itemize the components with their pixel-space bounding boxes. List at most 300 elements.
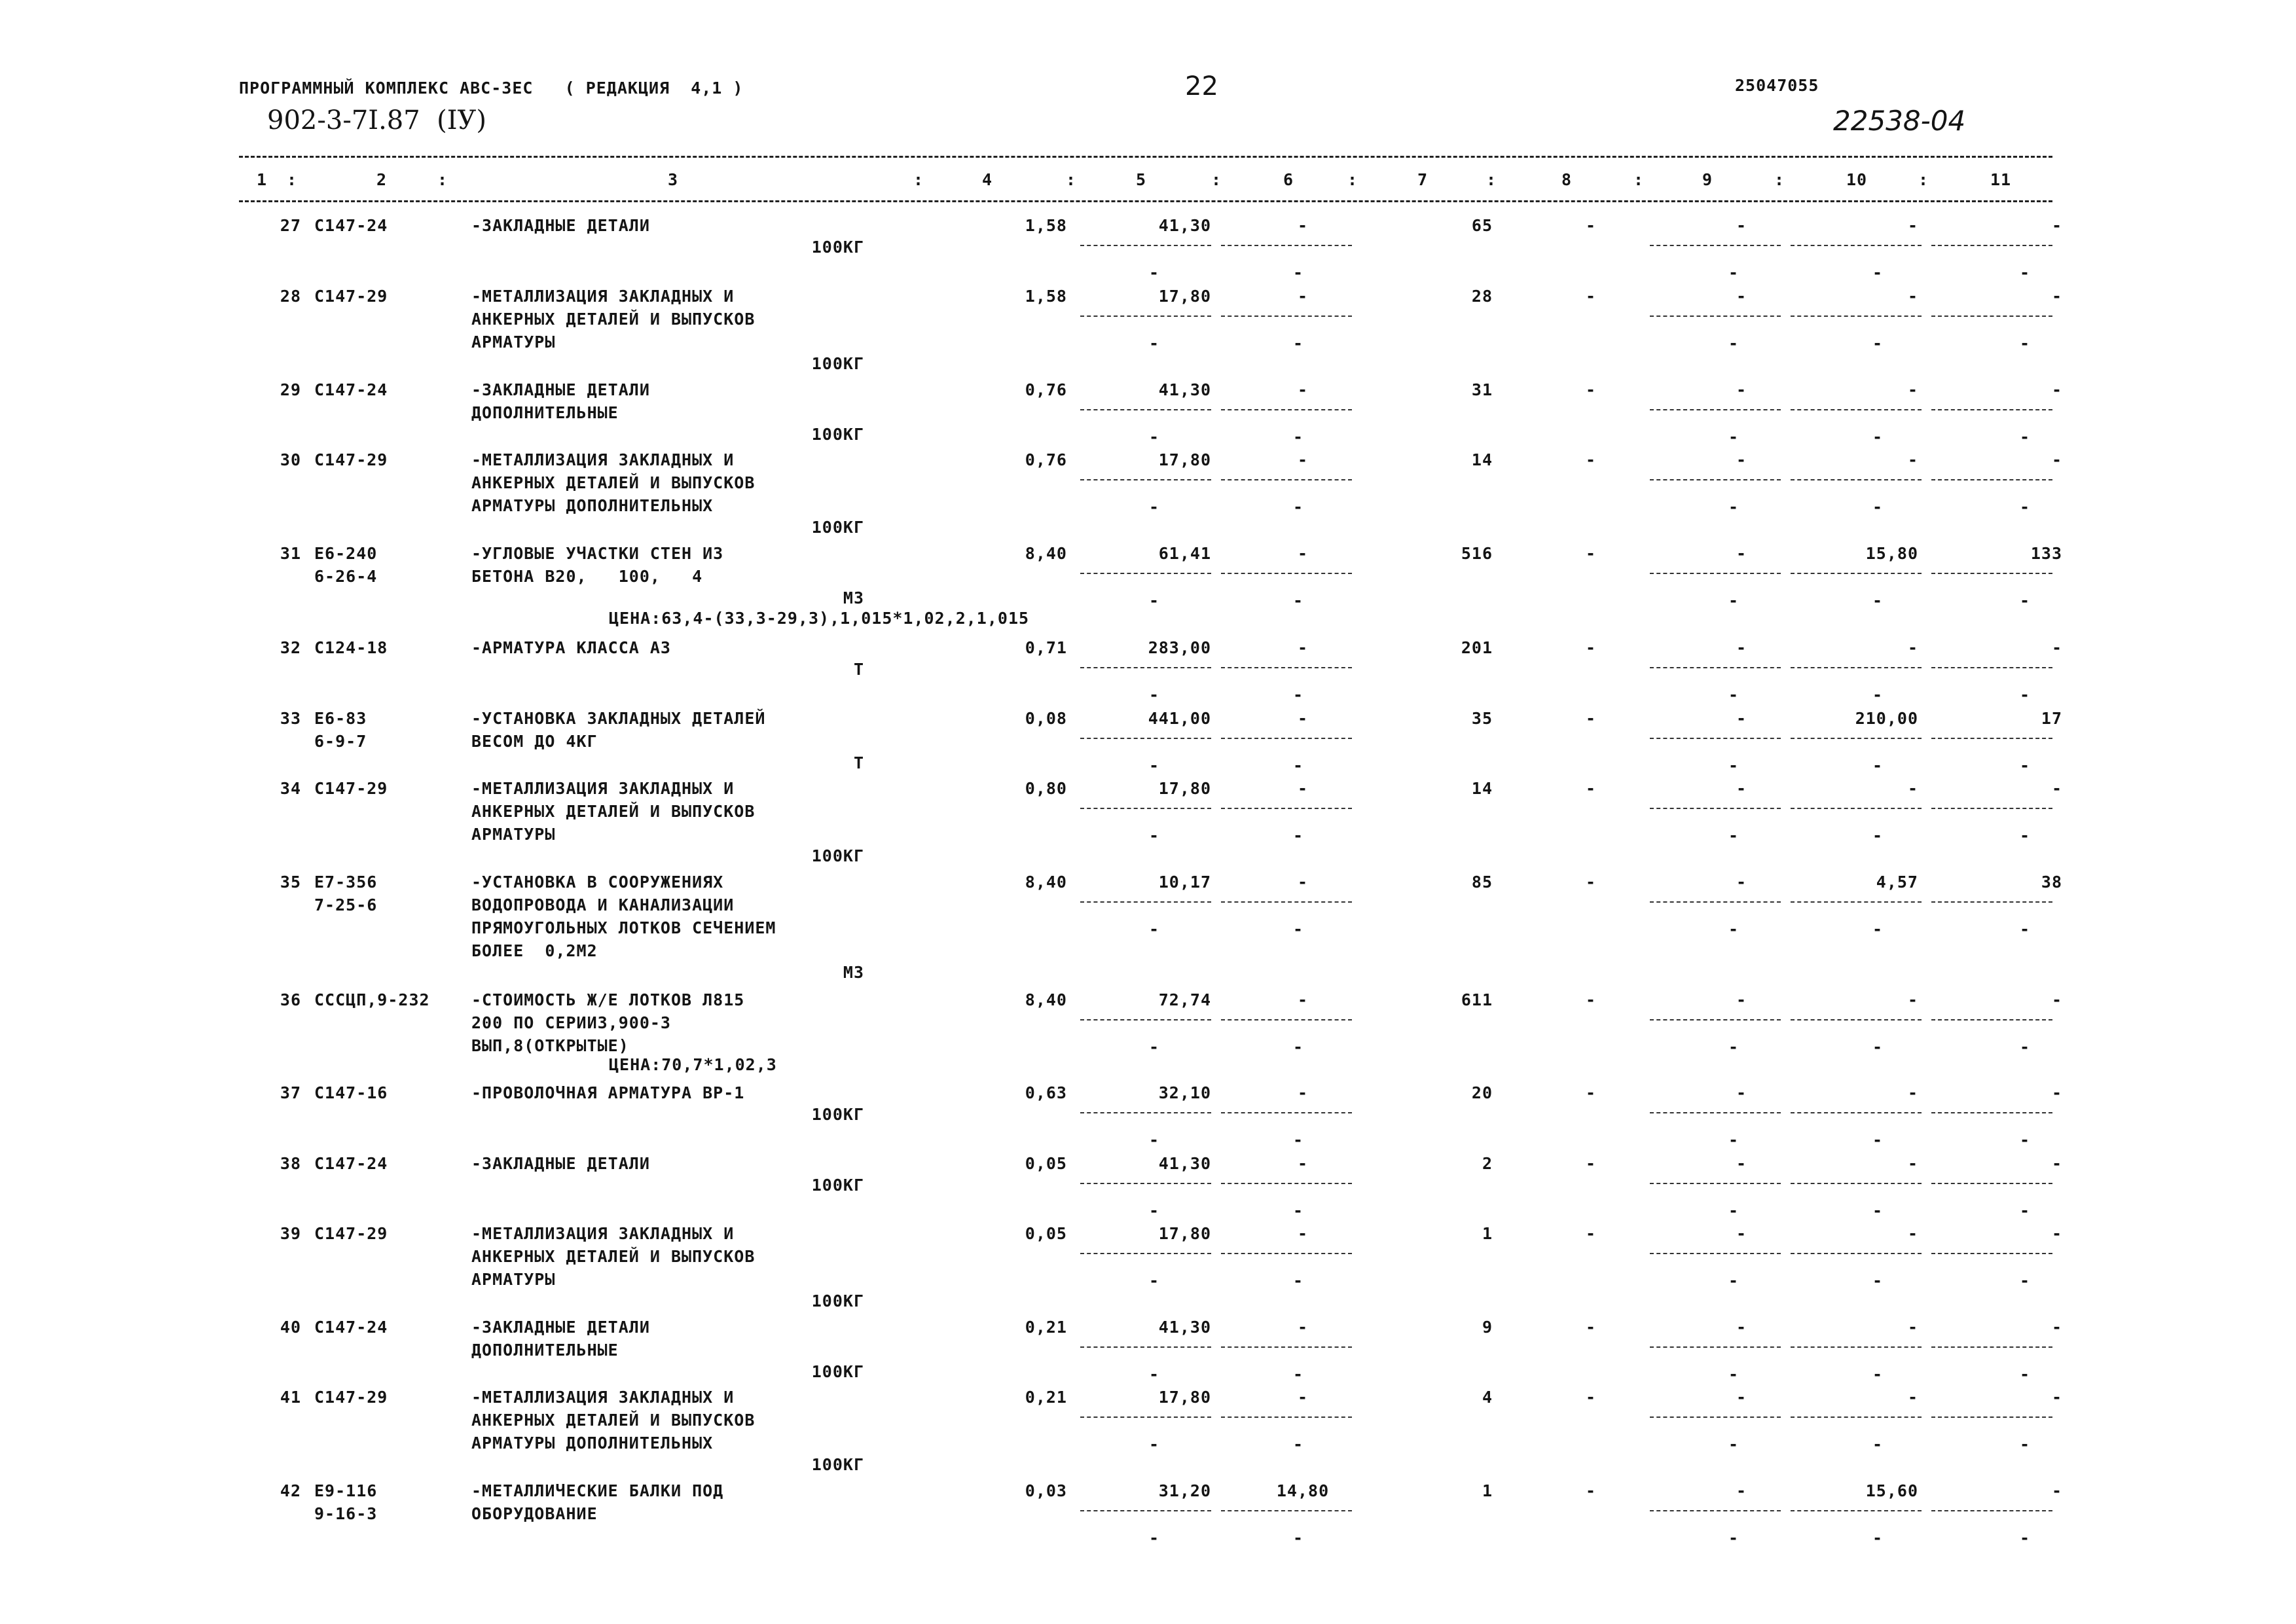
col9-value: - xyxy=(1736,779,1747,798)
subrow-marker: - xyxy=(1872,920,1884,939)
unit-price: 17,80 xyxy=(1158,450,1211,469)
work-description: ВЫП,8(ОТКРЫТЫЕ) xyxy=(471,1036,629,1055)
col6-value: - xyxy=(1297,287,1309,306)
col10-value: 4,57 xyxy=(1876,873,1918,892)
row-number: 32 xyxy=(280,638,301,657)
work-description: -ПРОВОЛОЧНАЯ АРМАТУРА ВР-1 xyxy=(471,1083,745,1102)
subrow-dash xyxy=(1650,573,1781,574)
col6-value: - xyxy=(1297,709,1309,728)
col8-value: - xyxy=(1585,216,1597,235)
subrow-dash xyxy=(1221,1416,1352,1418)
unit-of-measure: 100КГ xyxy=(811,1176,864,1195)
subrow-marker: - xyxy=(1872,1528,1884,1547)
total-cost: 85 xyxy=(1471,873,1493,892)
subrow-marker: - xyxy=(1872,497,1884,516)
subrow-marker: - xyxy=(1293,427,1304,446)
col10-value: - xyxy=(1907,1388,1918,1407)
subrow-marker: - xyxy=(1149,591,1160,610)
row-number: 29 xyxy=(280,380,301,399)
work-description: -ЗАКЛАДНЫЕ ДЕТАЛИ xyxy=(471,1318,650,1337)
unit-price: 61,41 xyxy=(1158,544,1211,563)
unit-of-measure: 100КГ xyxy=(811,846,864,865)
subrow-dash xyxy=(1791,409,1922,410)
col11-value: - xyxy=(2051,1481,2062,1500)
col8-value: - xyxy=(1585,990,1597,1009)
subrow-dash xyxy=(1791,245,1922,246)
work-code: С147-29 xyxy=(314,1388,388,1407)
subrow-marker: - xyxy=(1872,1130,1884,1149)
subrow-marker: - xyxy=(1293,591,1304,610)
subrow-marker: - xyxy=(1149,427,1160,446)
subrow-dash xyxy=(1791,573,1922,574)
col6-value: - xyxy=(1297,1388,1309,1407)
unit-of-measure: М3 xyxy=(843,588,864,607)
column-header-4: 4 xyxy=(982,170,993,189)
subrow-marker: - xyxy=(2020,1528,2031,1547)
quantity: 0,05 xyxy=(1025,1224,1067,1243)
unit-price: 441,00 xyxy=(1148,709,1211,728)
unit-price: 17,80 xyxy=(1158,1224,1211,1243)
work-description: ВОДОПРОВОДА И КАНАЛИЗАЦИИ xyxy=(471,895,735,914)
col10-value: - xyxy=(1907,380,1918,399)
quantity: 0,21 xyxy=(1025,1318,1067,1337)
col6-value: - xyxy=(1297,990,1309,1009)
total-cost: 1 xyxy=(1482,1481,1493,1500)
work-description: АНКЕРНЫХ ДЕТАЛЕЙ И ВЫПУСКОВ xyxy=(471,802,756,821)
unit-of-measure: 100КГ xyxy=(811,354,864,373)
subrow-dash xyxy=(1080,316,1211,317)
col6-value: - xyxy=(1297,873,1309,892)
subrow-dash xyxy=(1080,1416,1211,1418)
subrow-dash xyxy=(1650,808,1781,809)
col6-value: - xyxy=(1297,380,1309,399)
column-header-5: 5 xyxy=(1136,170,1147,189)
col6-value: - xyxy=(1297,450,1309,469)
subrow-marker: - xyxy=(2020,685,2031,704)
subrow-marker: - xyxy=(1149,1528,1160,1547)
work-code: С147-29 xyxy=(314,1224,388,1243)
work-code: Е9-116 xyxy=(314,1481,378,1500)
subrow-dash xyxy=(1791,667,1922,668)
subrow-marker: - xyxy=(1293,497,1304,516)
subrow-marker: - xyxy=(1149,1130,1160,1149)
subrow-dash xyxy=(1221,573,1352,574)
subrow-dash xyxy=(1221,667,1352,668)
row-number: 27 xyxy=(280,216,301,235)
subrow-marker: - xyxy=(1728,334,1740,353)
column-header-10: 10 xyxy=(1846,170,1868,189)
work-code: С147-29 xyxy=(314,287,388,306)
subrow-marker: - xyxy=(1728,427,1740,446)
col8-value: - xyxy=(1585,450,1597,469)
column-header-7: 7 xyxy=(1417,170,1429,189)
col11-value: - xyxy=(2051,1083,2062,1102)
subrow-dash xyxy=(1650,1112,1781,1113)
work-code: С147-24 xyxy=(314,216,388,235)
subrow-marker: - xyxy=(1728,826,1740,845)
unit-of-measure: 100КГ xyxy=(811,238,864,257)
subrow-dash xyxy=(1931,1510,2052,1511)
quantity: 0,76 xyxy=(1025,450,1067,469)
subrow-dash xyxy=(1221,1112,1352,1113)
subrow-marker: - xyxy=(1872,826,1884,845)
subrow-marker: - xyxy=(1872,334,1884,353)
work-description: АРМАТУРЫ ДОПОЛНИТЕЛЬНЫХ xyxy=(471,496,714,515)
column-header-6: 6 xyxy=(1283,170,1294,189)
subrow-marker: - xyxy=(1293,685,1304,704)
column-separator: : xyxy=(913,170,924,189)
subrow-marker: - xyxy=(1293,334,1304,353)
subrow-marker: - xyxy=(2020,826,2031,845)
col9-value: - xyxy=(1736,1224,1747,1243)
work-code: Е7-356 xyxy=(314,873,378,892)
total-cost: 4 xyxy=(1482,1388,1493,1407)
subrow-marker: - xyxy=(2020,1201,2031,1220)
subrow-dash xyxy=(1080,245,1211,246)
subrow-marker: - xyxy=(1149,756,1160,775)
subrow-marker: - xyxy=(1728,1201,1740,1220)
subrow-marker: - xyxy=(1293,1271,1304,1290)
unit-of-measure: 100КГ xyxy=(811,425,864,444)
subrow-dash xyxy=(1650,1416,1781,1418)
subrow-marker: - xyxy=(1293,826,1304,845)
quantity: 0,80 xyxy=(1025,779,1067,798)
work-description: -МЕТАЛЛИЗАЦИЯ ЗАКЛАДНЫХ И xyxy=(471,450,735,469)
subrow-marker: - xyxy=(1149,1435,1160,1454)
subrow-dash xyxy=(1931,245,2052,246)
subrow-dash xyxy=(1791,1346,1922,1348)
document-code: 25047055 xyxy=(1735,76,1819,95)
unit-price: 17,80 xyxy=(1158,779,1211,798)
col6-value: - xyxy=(1297,638,1309,657)
work-description: АНКЕРНЫХ ДЕТАЛЕЙ И ВЫПУСКОВ xyxy=(471,1247,756,1266)
total-cost: 201 xyxy=(1461,638,1493,657)
col11-value: - xyxy=(2051,216,2062,235)
subrow-dash xyxy=(1931,1183,2052,1184)
col10-value: - xyxy=(1907,638,1918,657)
project-number: 902-3-7I.87 (IУ) xyxy=(267,105,487,135)
subrow-marker: - xyxy=(1728,497,1740,516)
work-description: АРМАТУРЫ ДОПОЛНИТЕЛЬНЫХ xyxy=(471,1434,714,1453)
header-rule-top xyxy=(239,156,2052,158)
work-description: -МЕТАЛЛИЗАЦИЯ ЗАКЛАДНЫХ И xyxy=(471,1224,735,1243)
subrow-marker: - xyxy=(1149,1271,1160,1290)
subrow-dash xyxy=(1650,245,1781,246)
unit-of-measure: 100КГ xyxy=(811,1455,864,1474)
subrow-dash xyxy=(1931,316,2052,317)
subrow-dash xyxy=(1221,479,1352,480)
work-description: АНКЕРНЫХ ДЕТАЛЕЙ И ВЫПУСКОВ xyxy=(471,310,756,329)
col9-value: - xyxy=(1736,638,1747,657)
work-description: ПРЯМОУГОЛЬНЫХ ЛОТКОВ СЕЧЕНИЕМ xyxy=(471,918,776,937)
col8-value: - xyxy=(1585,1481,1597,1500)
subrow-marker: - xyxy=(1149,263,1160,282)
subrow-dash xyxy=(1080,1019,1211,1020)
subrow-dash xyxy=(1221,1510,1352,1511)
quantity: 0,03 xyxy=(1025,1481,1067,1500)
column-separator: : xyxy=(1918,170,1929,189)
subrow-marker: - xyxy=(1728,920,1740,939)
col9-value: - xyxy=(1736,1318,1747,1337)
price-note: ЦЕНА:70,7*1,02,3 xyxy=(609,1055,777,1074)
col9-value: - xyxy=(1736,544,1747,563)
work-description: 200 ПО СЕРИИ3,900-3 xyxy=(471,1013,671,1032)
column-separator: : xyxy=(1486,170,1497,189)
col6-value: - xyxy=(1297,1224,1309,1243)
column-separator: : xyxy=(1774,170,1785,189)
subrow-dash xyxy=(1931,901,2052,903)
subrow-dash xyxy=(1650,667,1781,668)
quantity: 0,21 xyxy=(1025,1388,1067,1407)
column-header-2: 2 xyxy=(376,170,388,189)
column-header-1: 1 xyxy=(257,170,268,189)
subrow-marker: - xyxy=(1872,1365,1884,1384)
col10-value: - xyxy=(1907,1154,1918,1173)
subrow-marker: - xyxy=(2020,1435,2031,1454)
col11-value: 17 xyxy=(2041,709,2062,728)
subrow-dash xyxy=(1931,479,2052,480)
work-code: С147-24 xyxy=(314,380,388,399)
row-number: 35 xyxy=(280,873,301,892)
subrow-marker: - xyxy=(2020,1365,2031,1384)
subrow-dash xyxy=(1080,409,1211,410)
subrow-marker: - xyxy=(1728,263,1740,282)
work-description: -МЕТАЛЛИЗАЦИЯ ЗАКЛАДНЫХ И xyxy=(471,1388,735,1407)
col9-value: - xyxy=(1736,450,1747,469)
col8-value: - xyxy=(1585,1318,1597,1337)
subrow-dash xyxy=(1080,808,1211,809)
column-separator: : xyxy=(1066,170,1077,189)
subrow-dash xyxy=(1650,1510,1781,1511)
subrow-dash xyxy=(1080,1112,1211,1113)
subrow-marker: - xyxy=(1872,591,1884,610)
work-description: ДОПОЛНИТЕЛЬНЫЕ xyxy=(471,1341,619,1360)
col8-value: - xyxy=(1585,1083,1597,1102)
subrow-dash xyxy=(1080,1253,1211,1254)
subrow-dash xyxy=(1791,1112,1922,1113)
unit-of-measure: М3 xyxy=(843,963,864,982)
work-code: 9-16-3 xyxy=(314,1504,378,1523)
work-code: С147-29 xyxy=(314,779,388,798)
col9-value: - xyxy=(1736,287,1747,306)
work-description: АНКЕРНЫХ ДЕТАЛЕЙ И ВЫПУСКОВ xyxy=(471,1411,756,1430)
doc-number: 22538-04 xyxy=(1833,105,1966,137)
col6-value: - xyxy=(1297,216,1309,235)
subrow-dash xyxy=(1221,409,1352,410)
subrow-marker: - xyxy=(1149,1038,1160,1056)
column-separator: : xyxy=(1347,170,1358,189)
subrow-dash xyxy=(1221,1346,1352,1348)
subrow-marker: - xyxy=(1872,1271,1884,1290)
quantity: 8,40 xyxy=(1025,990,1067,1009)
work-description: -АРМАТУРА КЛАССА А3 xyxy=(471,638,671,657)
subrow-dash xyxy=(1931,1019,2052,1020)
col9-value: - xyxy=(1736,1481,1747,1500)
col10-value: - xyxy=(1907,287,1918,306)
subrow-marker: - xyxy=(1872,1435,1884,1454)
col10-value: 210,00 xyxy=(1855,709,1918,728)
subrow-marker: - xyxy=(1293,1528,1304,1547)
col11-value: - xyxy=(2051,1154,2062,1173)
subrow-marker: - xyxy=(1293,1365,1304,1384)
col10-value: 15,60 xyxy=(1865,1481,1918,1500)
work-code: С147-24 xyxy=(314,1318,388,1337)
work-description: ДОПОЛНИТЕЛЬНЫЕ xyxy=(471,403,619,422)
subrow-dash xyxy=(1931,1112,2052,1113)
row-number: 41 xyxy=(280,1388,301,1407)
unit-price: 283,00 xyxy=(1148,638,1211,657)
subrow-dash xyxy=(1791,479,1922,480)
col9-value: - xyxy=(1736,873,1747,892)
subrow-dash xyxy=(1221,1253,1352,1254)
subrow-marker: - xyxy=(1728,685,1740,704)
subrow-dash xyxy=(1650,1019,1781,1020)
subrow-marker: - xyxy=(1149,1201,1160,1220)
subrow-marker: - xyxy=(1293,1038,1304,1056)
subrow-dash xyxy=(1931,409,2052,410)
subrow-dash xyxy=(1791,901,1922,903)
subrow-dash xyxy=(1080,1346,1211,1348)
col9-value: - xyxy=(1736,709,1747,728)
subrow-marker: - xyxy=(2020,1271,2031,1290)
subrow-marker: - xyxy=(1149,920,1160,939)
subrow-dash xyxy=(1221,901,1352,903)
col11-value: - xyxy=(2051,450,2062,469)
subrow-dash xyxy=(1221,808,1352,809)
work-description: -МЕТАЛЛИЗАЦИЯ ЗАКЛАДНЫХ И xyxy=(471,779,735,798)
work-description: -ЗАКЛАДНЫЕ ДЕТАЛИ xyxy=(471,1154,650,1173)
total-cost: 20 xyxy=(1471,1083,1493,1102)
subrow-marker: - xyxy=(1728,591,1740,610)
col10-value: - xyxy=(1907,450,1918,469)
col10-value: - xyxy=(1907,779,1918,798)
page-number: 22 xyxy=(1185,71,1218,101)
subrow-marker: - xyxy=(2020,756,2031,775)
program-title: ПРОГРАММНЫЙ КОМПЛЕКС АВС-ЗЕС ( РЕДАКЦИЯ 4,1 ) xyxy=(239,79,744,98)
subrow-dash xyxy=(1080,901,1211,903)
subrow-dash xyxy=(1650,479,1781,480)
column-separator: : xyxy=(287,170,298,189)
subrow-marker: - xyxy=(1293,756,1304,775)
col11-value: - xyxy=(2051,1224,2062,1243)
row-number: 42 xyxy=(280,1481,301,1500)
col10-value: 15,80 xyxy=(1865,544,1918,563)
unit-price: 41,30 xyxy=(1158,380,1211,399)
work-code: С124-18 xyxy=(314,638,388,657)
unit-price: 31,20 xyxy=(1158,1481,1211,1500)
subrow-marker: - xyxy=(1872,1201,1884,1220)
column-header-3: 3 xyxy=(668,170,679,189)
unit-price: 17,80 xyxy=(1158,287,1211,306)
row-number: 37 xyxy=(280,1083,301,1102)
subrow-dash xyxy=(1650,1346,1781,1348)
work-code: СССЦП,9-232 xyxy=(314,990,430,1009)
work-description: АРМАТУРЫ xyxy=(471,333,556,352)
total-cost: 14 xyxy=(1471,779,1493,798)
col11-value: - xyxy=(2051,380,2062,399)
unit-of-measure: 100КГ xyxy=(811,1105,864,1124)
subrow-marker: - xyxy=(1149,1365,1160,1384)
unit-price: 41,30 xyxy=(1158,1318,1211,1337)
column-header-8: 8 xyxy=(1561,170,1573,189)
unit-price: 17,80 xyxy=(1158,1388,1211,1407)
work-description: -ЗАКЛАДНЫЕ ДЕТАЛИ xyxy=(471,216,650,235)
col11-value: 133 xyxy=(2030,544,2062,563)
subrow-dash xyxy=(1791,1183,1922,1184)
subrow-dash xyxy=(1931,1416,2052,1418)
subrow-marker: - xyxy=(1872,756,1884,775)
col11-value: - xyxy=(2051,990,2062,1009)
row-number: 28 xyxy=(280,287,301,306)
subrow-dash xyxy=(1650,1253,1781,1254)
row-number: 31 xyxy=(280,544,301,563)
subrow-dash xyxy=(1931,573,2052,574)
work-description: АРМАТУРЫ xyxy=(471,825,556,844)
subrow-marker: - xyxy=(1728,1130,1740,1149)
subrow-dash xyxy=(1080,1183,1211,1184)
work-description: -ЗАКЛАДНЫЕ ДЕТАЛИ xyxy=(471,380,650,399)
column-header-11: 11 xyxy=(1990,170,2012,189)
work-description: ВЕСОМ ДО 4КГ xyxy=(471,732,598,751)
col11-value: - xyxy=(2051,1318,2062,1337)
col8-value: - xyxy=(1585,873,1597,892)
col8-value: - xyxy=(1585,1388,1597,1407)
col10-value: - xyxy=(1907,1318,1918,1337)
work-description: -МЕТАЛЛИЧЕСКИЕ БАЛКИ ПОД xyxy=(471,1481,724,1500)
col8-value: - xyxy=(1585,287,1597,306)
subrow-marker: - xyxy=(1872,427,1884,446)
subrow-dash xyxy=(1931,667,2052,668)
subrow-marker: - xyxy=(1293,263,1304,282)
col8-value: - xyxy=(1585,1224,1597,1243)
column-separator: : xyxy=(437,170,448,189)
work-code: С147-24 xyxy=(314,1154,388,1173)
subrow-dash xyxy=(1080,573,1211,574)
work-description: -УГЛОВЫЕ УЧАСТКИ СТЕН ИЗ xyxy=(471,544,724,563)
unit-price: 41,30 xyxy=(1158,216,1211,235)
work-description: АРМАТУРЫ xyxy=(471,1270,556,1289)
subrow-marker: - xyxy=(2020,1130,2031,1149)
total-cost: 28 xyxy=(1471,287,1493,306)
col9-value: - xyxy=(1736,1388,1747,1407)
subrow-marker: - xyxy=(1728,1528,1740,1547)
quantity: 1,58 xyxy=(1025,287,1067,306)
subrow-dash xyxy=(1791,738,1922,739)
subrow-marker: - xyxy=(1728,1038,1740,1056)
subrow-dash xyxy=(1221,1183,1352,1184)
price-note: ЦЕНА:63,4-(33,3-29,3),1,015*1,02,2,1,015 xyxy=(609,609,1030,628)
subrow-dash xyxy=(1221,245,1352,246)
total-cost: 2 xyxy=(1482,1154,1493,1173)
col6-value: 14,80 xyxy=(1276,1481,1330,1500)
subrow-dash xyxy=(1221,316,1352,317)
subrow-marker: - xyxy=(1293,1201,1304,1220)
col11-value: - xyxy=(2051,779,2062,798)
row-number: 30 xyxy=(280,450,301,469)
subrow-marker: - xyxy=(1293,1435,1304,1454)
subrow-dash xyxy=(1650,738,1781,739)
subrow-dash xyxy=(1791,808,1922,809)
total-cost: 1 xyxy=(1482,1224,1493,1243)
work-code: Е6-83 xyxy=(314,709,367,728)
col8-value: - xyxy=(1585,1154,1597,1173)
subrow-marker: - xyxy=(1872,1038,1884,1056)
total-cost: 516 xyxy=(1461,544,1493,563)
subrow-marker: - xyxy=(1293,920,1304,939)
col8-value: - xyxy=(1585,779,1597,798)
col8-value: - xyxy=(1585,380,1597,399)
unit-of-measure: Т xyxy=(853,660,864,679)
